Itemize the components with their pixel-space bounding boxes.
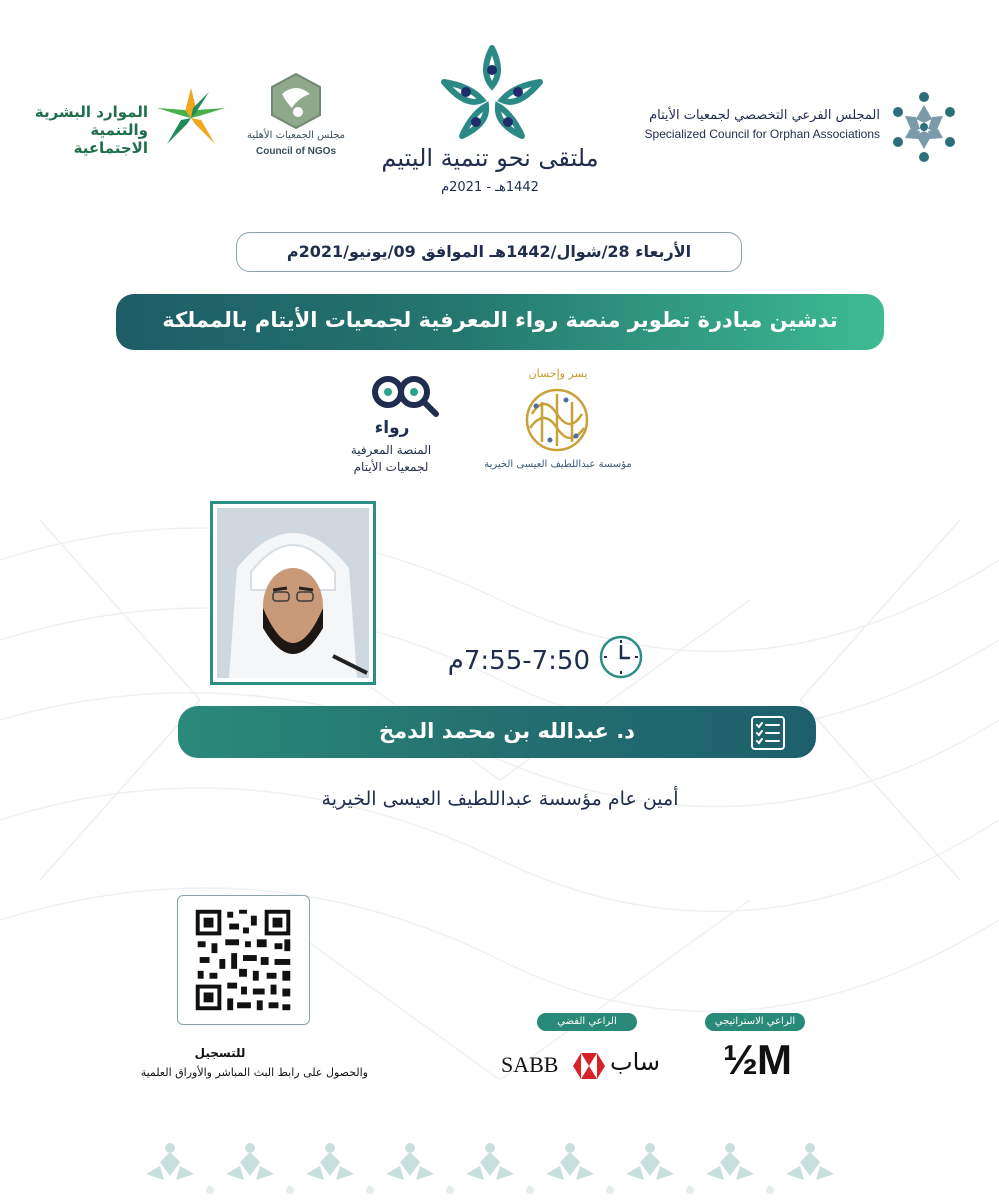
strategic-sponsor-label: الراعي الاستراتيجي [705,1013,805,1031]
council-name-en: Specialized Council for Orphan Associations [644,127,880,141]
speaker-portrait-icon [217,508,369,678]
council-name-ar: المجلس الفرعي التخصصي لجمعيات الأيتام [649,108,880,123]
speaker-role: أمين عام مؤسسة عبداللطيف العيسى الخيرية [321,788,679,810]
issa-tagline: يسر وإحسان [528,367,588,380]
hr-ministry-line1: الموارد البشرية [34,103,148,121]
ngo-council-name-ar: مجلس الجمعيات الأهلية [246,130,346,141]
rawaa-caption-line1: المنصة المعرفية [350,443,432,457]
register-description: والحصول على رابط البث المباشر والأوراق العلمية [140,1066,368,1079]
strategic-sponsor-logo: ½M [722,1036,791,1083]
issa-foundation-calligraphy-icon [514,384,600,456]
rawaa-logo-icon [358,368,444,422]
speaker-photo [217,508,369,678]
sabb-logo-text-ar: ساب [610,1048,661,1076]
session-time: 7:55-7:50م [447,646,590,676]
qr-code-icon[interactable] [178,896,309,1024]
council-logo-icon [884,88,964,166]
hr-ministry-name [22,103,148,157]
forum-title: ملتقى نحو تنمية اليتيم [381,144,599,172]
speaker-name: د. عبدالله بن محمد الدمخ [379,719,635,743]
sabb-logo-text-en: SABB [501,1052,559,1077]
forum-star-logo-icon [436,42,548,142]
launch-title: تدشين مبادرة تطوير منصة رواء المعرفية لجمعيات الأيتام بالمملكة [162,308,838,332]
ngo-council-name-en: Council of NGOs [256,146,336,157]
ngo-council-logo-icon [268,72,324,130]
hr-ministry-logo-icon [150,84,232,152]
hr-ministry-line2: والتنمية الاجتماعية [73,121,148,157]
event-date: الأربعاء 28/شوال/1442هـ الموافق 09/يونيو/2021م [286,242,692,261]
sabb-hexagon-icon [573,1053,605,1079]
clock-icon [598,634,644,680]
issa-foundation-name: مؤسسة عبداللطيف العيسى الخيرية [484,459,632,470]
speaker-photo-frame [210,501,376,685]
forum-year: 1442هـ - 2021م [441,180,539,195]
register-label: للتسجيل [194,1046,246,1060]
qr-code-frame [177,895,310,1025]
rawaa-caption-line2: لجمعيات الأيتام [353,460,429,474]
checklist-icon [746,714,788,752]
rawaa-name: رواء [374,418,410,438]
bottom-decorative-pattern [130,1118,870,1200]
silver-sponsor-label: الراعي الفضي [537,1013,637,1031]
